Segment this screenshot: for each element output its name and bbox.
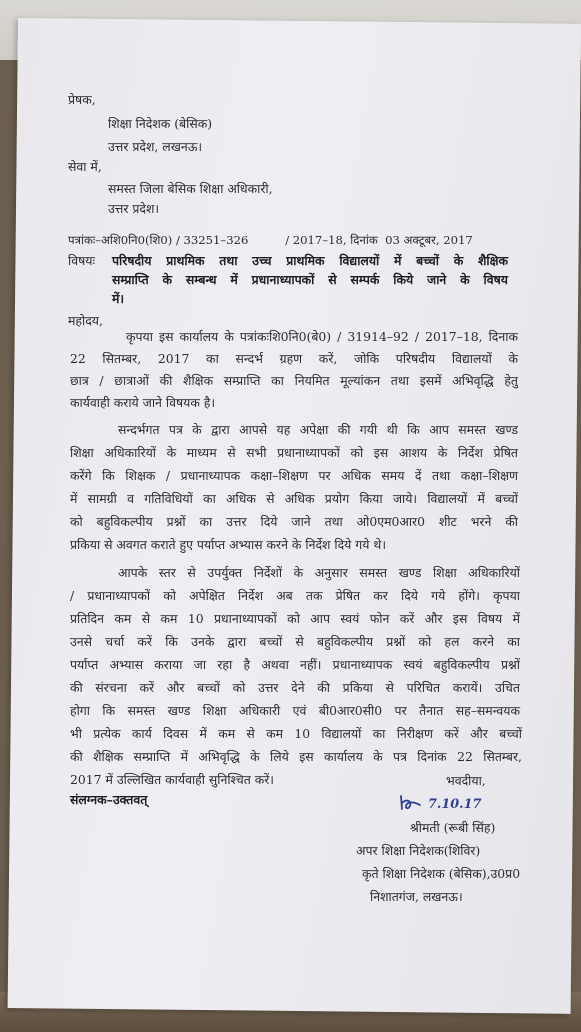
para1-line3: छात्र / छात्राओं की शैक्षिक सम्प्राप्ति का नियमित मूल्यांकन तथा इसमें अभिवृद्धि हेतु xyxy=(70,373,518,388)
para3-line5: पर्याप्त अभ्यास कराया जा रहा है अथवा नहीं। प्रधानाध्यापक स्वयं बहुविकल्पीय प्रश्नों xyxy=(70,657,520,672)
para3-line1: आपके स्तर से उपर्युक्त निर्देशों के अनुसार समस्त खण्ड शिक्षा अधिकारियों xyxy=(118,565,520,580)
subject-line2: सम्प्राप्ति के सम्बन्ध में प्रधानाध्यापकों से सम्पर्क किये जाने के विषय xyxy=(112,272,508,287)
signatory-name: श्रीमती (रूबी सिंह) xyxy=(410,820,496,835)
para3-line2: / प्रधानाध्यापकों को अपेक्षित निर्देश अब तक प्रेषित कर दिये गये होंगे। कृपया xyxy=(70,588,520,603)
para3-line10: 2017 में उल्लिखित कार्यवाही सुनिश्चित करें। xyxy=(70,772,274,787)
to-line2: उत्तर प्रदेश। xyxy=(108,201,160,216)
subject-line1: परिषदीय प्राथमिक तथा उच्च प्राथमिक विद्यालयों में बच्चों के शैक्षिक xyxy=(112,253,508,268)
sender-line2: उत्तर प्रदेश, लखनऊ। xyxy=(108,139,203,154)
para3-line3: प्रतिदिन कम से कम 10 प्रधानाध्यापकों को आप स्वयं फोन करें और इस विषय में xyxy=(70,611,520,626)
closing: भवदीया, xyxy=(446,773,486,788)
sender-line1: शिक्षा निदेशक (बेसिक) xyxy=(108,116,213,131)
para2-line6: प्रकिया से अवगत कराते हुए पर्याप्त अभ्यास करने के निर्देश दिये गये थे। xyxy=(70,537,387,552)
subject-label: विषयः xyxy=(68,253,95,268)
signatory-designation: अपर शिक्षा निदेशक(शिविर) xyxy=(356,843,481,858)
para2-line2: शिक्षा अधिकारियों के माध्यम से सभी प्रधानाध्यापकों को इस आशय के निर्देश प्रेषित xyxy=(70,445,518,460)
reference-line: पत्रांकः–अशि0नि0(शि0) / 33251–326 / 2017–18, दिनांक 03 अक्टूबर, 2017 xyxy=(68,233,473,247)
para3-line6: की संरचना करें और बच्चों को उत्तर देने की प्रकिया से परिचित करायें। उचित xyxy=(70,680,520,695)
subject-line3: में। xyxy=(112,291,125,306)
sender-label: प्रेषक, xyxy=(68,92,96,107)
signature-date: 7.10.17 xyxy=(428,797,482,812)
para2-line3: करेंगे कि शिक्षक / प्रधानाध्यापक कक्षा–शिक्षण पर अधिक समय दें तथा कक्षा–शिक्षण xyxy=(70,468,518,483)
para1-line1: कृपया इस कार्यालय के पत्रांकःशि0नि0(बे0) / 31914–92 / 2017–18, दिनाक xyxy=(126,329,518,344)
para3-line4: उनसे चर्चा करें कि उनके द्वारा बच्चों से बहुविकल्पीय प्रश्नों को हल करने का xyxy=(70,634,520,649)
to-label: सेवा में, xyxy=(68,159,102,174)
para3-line8: भी प्रत्येक कार्य दिवस में कम से कम 10 विद्यालयों का निरीक्षण करें और बच्चों xyxy=(70,726,522,741)
para1-line2: 22 सितम्बर, 2017 का सन्दर्भ ग्रहण करें, जोकि परिषदीय विद्यालयों के xyxy=(70,351,518,366)
to-line1: समस्त जिला बेसिक शिक्षा अधिकारी, xyxy=(108,181,273,196)
para2-line5: को बहुविकल्पीय प्रश्नों का उत्तर दिये जाने तथा ओ0एम0आर0 शीट भरने की xyxy=(70,514,518,529)
para2-line1: सन्दर्भगत पत्र के द्वारा आपसे यह अपेक्षा की गयी थी कि आप समस्त खण्ड xyxy=(118,422,518,437)
para3-line9: की शैक्षिक सम्प्राप्ति में अभिवृद्धि के लिये इस कार्यालय के पत्र दिनांक 22 सितम्बर, xyxy=(70,749,522,764)
enclosure: संलग्नक–उक्तवत् xyxy=(70,792,148,807)
para3-line7: होगा कि समस्त खण्ड शिक्षा अधिकारी एवं बी0आर0सी0 पर तैनात सह–समन्वयक xyxy=(70,703,520,718)
signatory-place: निशातगंज, लखनऊ। xyxy=(370,889,463,904)
signature-mark xyxy=(398,794,424,812)
signatory-for-line: कृते शिक्षा निदेशक (बेसिक),उ0प्र0 xyxy=(362,866,521,881)
para1-line4: कार्यवाही कराये जाने विषयक है। xyxy=(70,395,216,410)
salutation: महोदय, xyxy=(68,313,103,328)
para2-line4: में सामग्री व गतिविधियों का अधिक से अधिक प्रयोग किया जाये। विद्यालयों में बच्चों xyxy=(70,491,518,506)
